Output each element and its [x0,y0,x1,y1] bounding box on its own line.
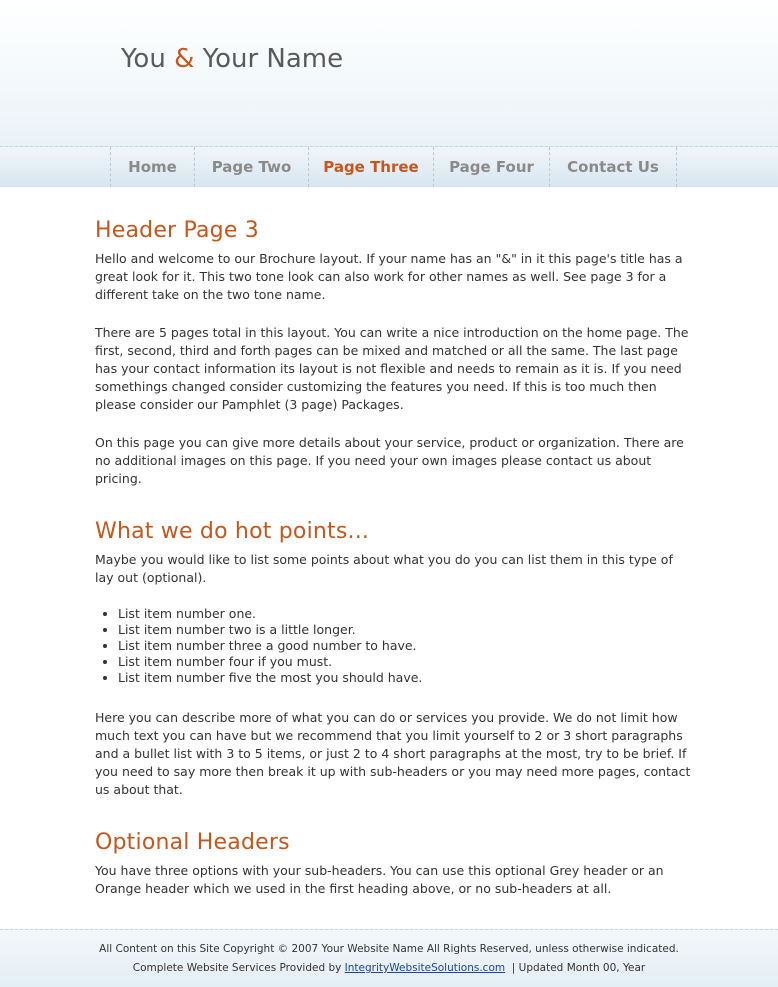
optional-headers-paragraph: You have three options with your sub-headers. You can use this optional Grey header or an Orange header which we used in the first heading above, or no sub-headers at all. [95,863,664,896]
pages-paragraph: There are 5 pages total in this layout. You can write a nice introduction on the home page. The first, second, third and forth pages can be mixed and matched or all the same. The last page has your contact information its layout is not flexible and needs to remain as it is. If you need somethings changed consider customizing the features you need. If this is too much then please consider our Pamphlet (3 page) Packages. [95,325,689,412]
site-footer [0,929,778,987]
nav-item-page-two[interactable]: Page Two [195,147,309,187]
nav-item-page-three[interactable]: Page Three [309,147,434,187]
page-heading: Header Page 3 [95,218,259,243]
list-item: • List item number one. [118,606,718,622]
site-title-part1: You [121,44,175,74]
hot-points-paragraph: Maybe you would like to list some points about what you do you can list them in this type of lay out (optional). [95,552,673,585]
details-paragraph: On this page you can give more details about your service, product or organization. There are no additional images on this page. If you need your own images please contact us about pricing. [95,435,684,486]
nav-item-contact-us[interactable]: Contact Us [550,147,677,187]
footer-updated: | Updated Month 00, Year [505,962,646,974]
optional-headers-heading: Optional Headers [95,830,290,855]
list-item: • List item number three a good number to have. [118,638,718,654]
list-item: • List item number four if you must. [118,654,718,670]
hot-points-list [95,606,718,686]
footer-credits-link[interactable]: IntegrityWebsiteSolutions.com [344,962,506,974]
list-item: • List item number five the most you should have. [118,670,718,686]
site-title-part2: Your Name [194,44,344,74]
site-header [0,0,778,146]
footer-credits-prefix: Complete Website Services Provided by [132,962,345,974]
site-title [121,44,343,74]
intro-paragraph: Hello and welcome to our Brochure layout. If your name has an "&" in it this page's title has a great look for it. This two tone look can also work for other names as well. See page 3 for a different take on the two tone name. [95,251,683,302]
nav-item-page-four[interactable]: Page Four [434,147,550,187]
site-title-ampersand: & [174,44,195,74]
hot-points-heading: What we do hot points... [95,519,370,544]
nav-item-home[interactable]: Home [111,147,195,187]
footer-credits [0,962,778,974]
main-navigation [0,146,778,187]
list-item: • List item number two is a little longer. [118,622,718,638]
services-paragraph: Here you can describe more of what you can do or services you provide. We do not limit how much text you can have but we recommend that you limit yourself to 2 or 3 short paragraphs and a bullet list with 3 to 5 items, or just 2 to 4 short paragraphs at the most, try to be brief. If you need to say more then break it up with sub-headers or you may need more pages, contact us about that. [95,710,691,797]
footer-copyright: All Content on this Site Copyright © 2007 Your Website Name All Rights Reserved, unless otherwise indicated. [99,943,679,955]
nav-list [110,147,677,187]
